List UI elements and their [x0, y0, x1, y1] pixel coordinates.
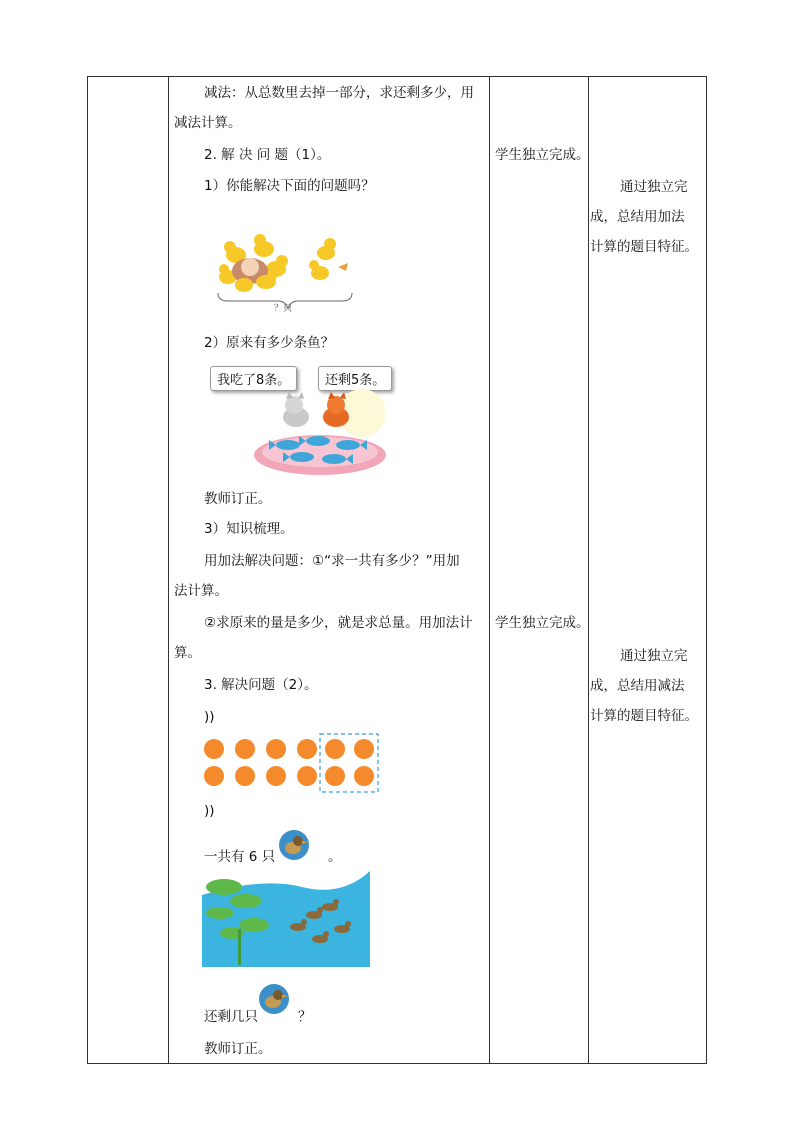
teacher-correction-1: 教师订正。: [204, 491, 272, 507]
column-divider-1: [168, 77, 169, 1063]
brace-label: ？只: [274, 304, 293, 314]
problem2-title: 3. 解决问题（2）。: [204, 677, 318, 693]
remain-end: ？: [298, 1009, 312, 1025]
summary-line2b: 算。: [174, 645, 201, 661]
question-1: 1）你能解决下面的问题吗？: [204, 178, 375, 194]
speech-bubble-right: 还剩5条。: [318, 366, 392, 391]
goal-1: [590, 172, 706, 262]
remain-text: 还剩几只: [204, 1009, 258, 1025]
teacher-correction-2: 教师订正。: [204, 1041, 272, 1057]
summary-line2a: ②求原来的量是多少，就是求总量。用加法计: [204, 615, 473, 631]
orange-dots-grid: [202, 733, 382, 795]
goal-2-line3: 计算的题目特征。: [590, 708, 698, 724]
summary-line1b: 法计算。: [174, 583, 228, 599]
goal-1-line3: 计算的题目特征。: [590, 239, 698, 255]
gray-cat-icon: [283, 392, 309, 427]
problem1-title: 2. 解 决 问 题（1）。: [204, 147, 331, 163]
duck-icon: [278, 829, 310, 861]
speech-bubble-left: 我吃了8条。: [210, 366, 297, 391]
student-activity-2: 学生独立完成。: [495, 615, 590, 631]
subtraction-definition-line1: 减法：从总数里去掉一部分，求还剩多少，用: [204, 85, 474, 101]
question-3: 3）知识梳理。: [204, 521, 294, 537]
total-end: 。: [328, 849, 342, 865]
duck-icon-2: [258, 982, 290, 1016]
walking-ducklings-icon: [309, 238, 348, 280]
cats-fish-illustration: [244, 389, 396, 479]
goal-1-line2: 成，总结用加法: [590, 209, 685, 225]
subtraction-definition-line2: 减法计算。: [174, 115, 242, 131]
column-divider-3: [588, 77, 589, 1063]
goal-2-line2: 成，总结用减法: [590, 678, 685, 694]
duckling-group-icon: [219, 234, 288, 292]
lesson-table: [87, 76, 707, 1064]
column-divider-2: [489, 77, 490, 1063]
total-text: 一共有 6 只: [204, 849, 276, 865]
goal-2-line1: 通过独立完: [620, 648, 688, 664]
pond-ducks-illustration: [202, 869, 370, 967]
goal-2: [590, 641, 706, 731]
summary-line1a: 用加法解决问题：①“求一共有多少？”用加: [204, 553, 460, 569]
question-2: 2）原来有多少条鱼？: [204, 335, 335, 351]
paren-open: )): [204, 709, 215, 725]
student-activity-1: 学生独立完成。: [495, 147, 590, 163]
paren-close: )): [204, 803, 215, 819]
goal-1-line1: 通过独立完: [620, 179, 688, 195]
dots: [204, 739, 374, 786]
